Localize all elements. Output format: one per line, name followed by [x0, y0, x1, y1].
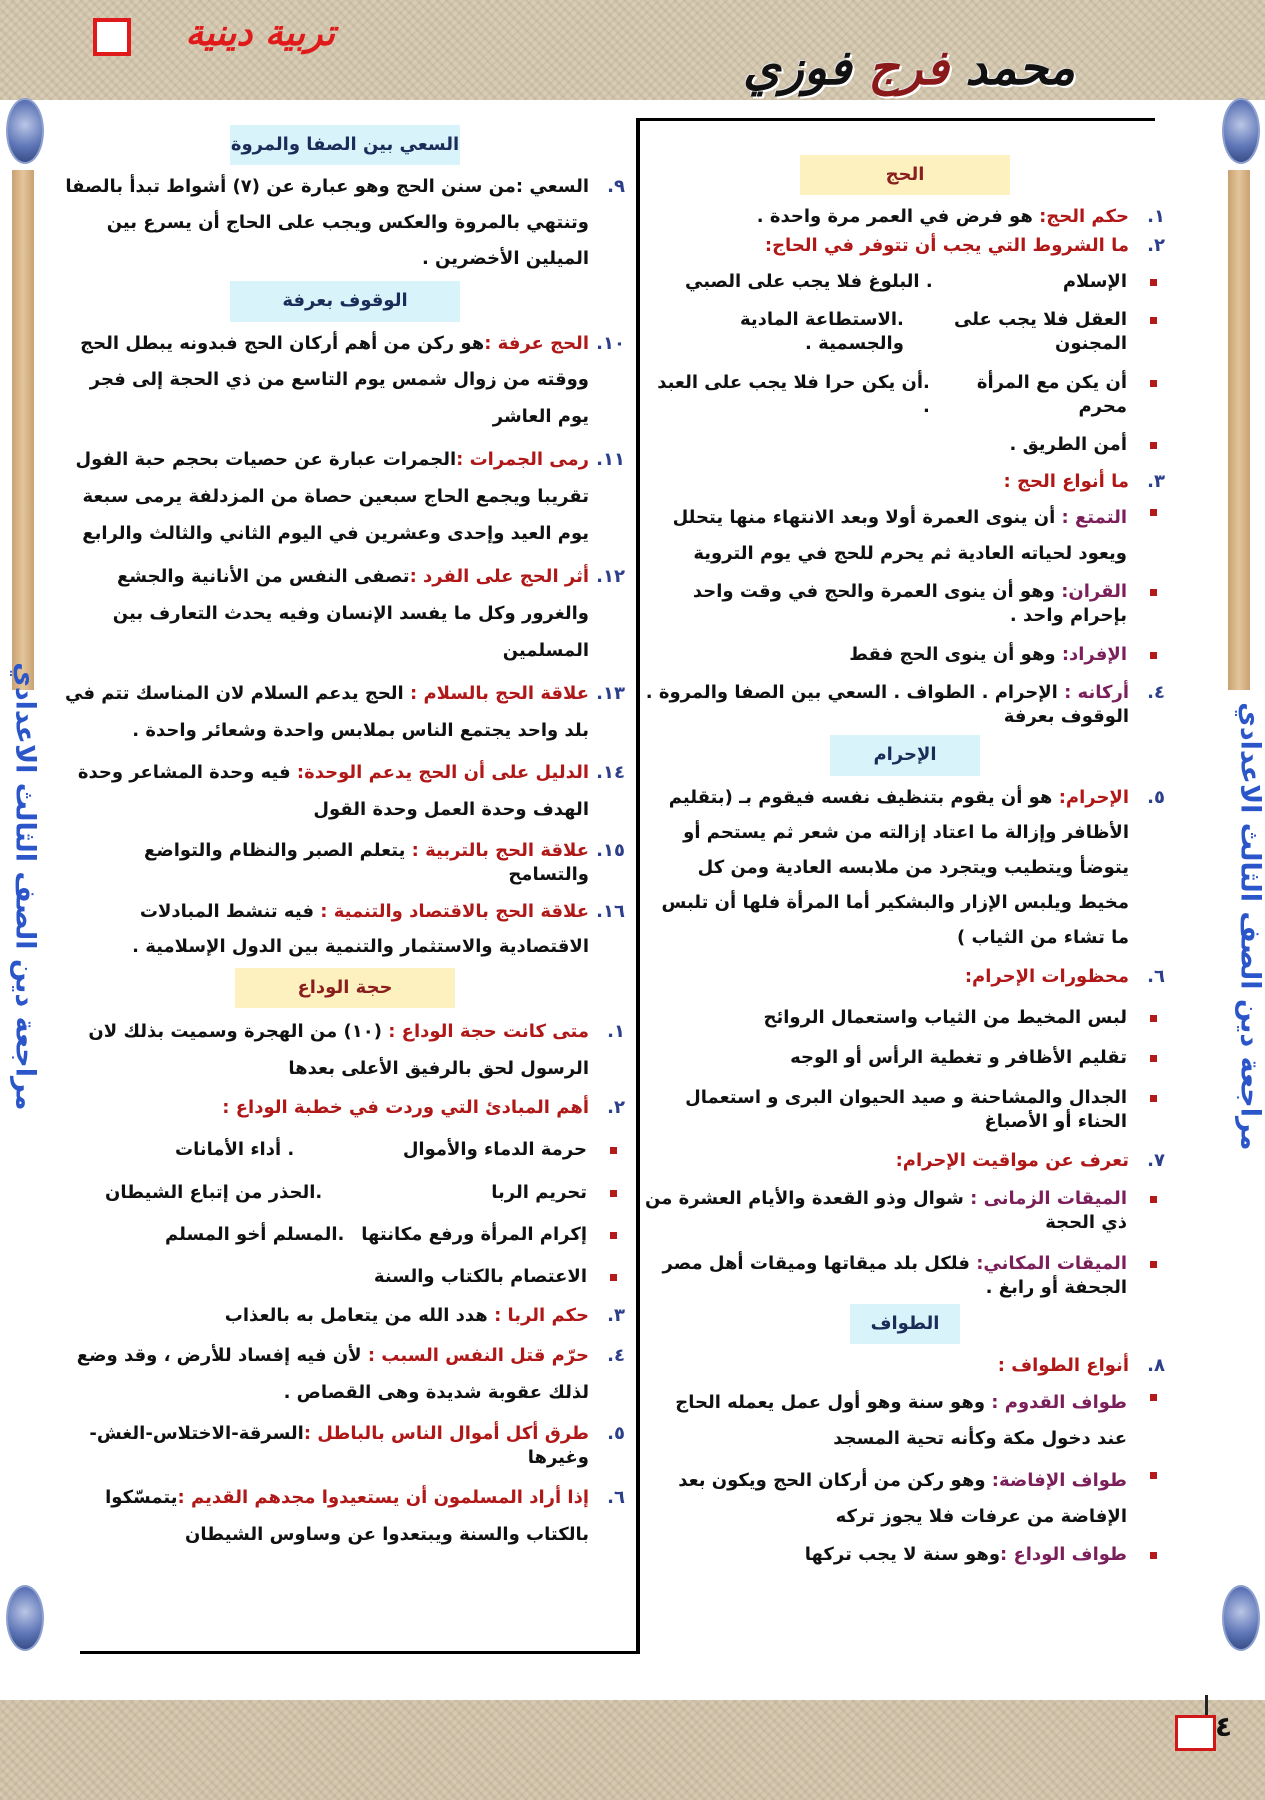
item-text: يتعلم الصبر والنظام والتواضع والتسامح — [144, 840, 589, 886]
list-item — [645, 1149, 1165, 1173]
bullet-text: العقل فلا يجب على المجنون — [953, 309, 1127, 355]
bullet-item — [65, 1181, 625, 1205]
item-key: علاقة الحج بالاقتصاد والتنمية : — [320, 900, 589, 922]
left-column — [65, 125, 625, 1558]
right-column — [645, 125, 1165, 1571]
item-key: أنواع الطواف : — [997, 1355, 1129, 1377]
left-side-strip — [12, 170, 34, 690]
author-first-name: محمد — [965, 40, 1075, 96]
item-number: ٩. — [607, 176, 625, 198]
bullet-text: .الاستطاعة المادية والجسمية . — [739, 309, 904, 355]
list-item — [65, 1338, 625, 1412]
item-number: ٤. — [1147, 681, 1165, 703]
item-key: الدليل على أن الحج يدعم الوحدة: — [296, 762, 589, 784]
item-text: السرقة-الاختلاس-الغش-وغيرها — [89, 1422, 589, 1468]
item-key: حكم الحج: — [1039, 206, 1129, 228]
item-key: الحج عرفة : — [484, 332, 589, 354]
bullet-text: .المسلم أخو المسلم — [165, 1223, 345, 1245]
bullet-key: الإفراد: — [1061, 643, 1127, 665]
item-key: الإحرام: — [1058, 786, 1129, 808]
item-text: تصفى النفس من الأنانية والجشع والغرور وكل ما يفسد الإنسان وفيه يحدث التعارف بين المسلمين — [112, 565, 589, 661]
bullet-text: . أداء الأمانات — [175, 1139, 295, 1161]
right-side-label: مراجعة دين الصف الثالث الاعدادي — [1234, 702, 1265, 1151]
list-item — [65, 442, 625, 553]
bullet-item — [645, 1086, 1165, 1135]
list-item — [645, 234, 1165, 258]
list-item — [65, 1480, 625, 1554]
page-number-box — [1175, 1715, 1216, 1751]
item-text: هو ركن من أهم أركان الحج فبدونه يبطل الحج ووقته من زوال شمس يوم التاسع من ذي الحجة إلى فجر يوم العاشر — [80, 332, 589, 428]
item-number: ١. — [1147, 206, 1165, 228]
bullet-text: وهو أن ينوى العمرة والحج في وقت واحد بإحرام واحد . — [692, 580, 1127, 627]
item-key: حرّم قتل النفس السبب : — [367, 1344, 589, 1366]
subject-box — [93, 18, 131, 56]
item-key: ما الشروط التي يجب أن تتوفر في الحاج: — [764, 234, 1129, 256]
item-key: أثر الحج على الفرد : — [409, 565, 589, 587]
bullet-text: الجدال والمشاحنة و صيد الحيوان البرى و استعمال الحناء أو الأصباغ — [685, 1087, 1127, 1133]
list-item — [65, 894, 625, 964]
item-key: طرق أكل أموال الناس بالباطل : — [303, 1422, 589, 1444]
bullet-item — [645, 500, 1165, 572]
bullet-item — [645, 270, 1165, 294]
right-bottom-ornament — [1222, 1585, 1260, 1651]
bullet-item — [645, 371, 1165, 420]
item-text: فيه وحدة المشاعر وحدة الهدف وحدة العمل وحدة القول — [77, 762, 589, 821]
list-item — [65, 1304, 625, 1328]
bullet-text: . البلوغ فلا يجب على الصبي — [685, 270, 933, 292]
bullet-item — [645, 1252, 1165, 1301]
item-key: أركانه : — [1064, 681, 1129, 703]
item-key: متى كانت حجة الوداع : — [388, 1021, 589, 1043]
item-text: الجمرات عبارة عن حصيات بحجم حبة الفول تقريبا ويجمع الحاج سبعين حصاة من المزدلفة يرمى سبعة يوم العيد وإحدى وعشرين في اليوم الثاني والثالث والرابع — [75, 449, 589, 545]
item-key: إذا أراد المسلمون أن يستعيدوا مجدهم القديم : — [177, 1487, 589, 1509]
list-item — [645, 681, 1165, 730]
bullet-text: الإسلام — [1062, 270, 1127, 292]
bullet-text: .الحذر من إتباع الشيطان — [105, 1181, 323, 1203]
list-item — [65, 1096, 625, 1120]
item-text: (١٠) من الهجرة وسميت بذلك لان الرسول لحق بالرفيق الأعلى بعدها — [88, 1021, 589, 1080]
item-number: ٦. — [607, 1487, 625, 1509]
item-number: ٢. — [607, 1097, 625, 1119]
item-key: حكم الربا : — [494, 1304, 589, 1326]
bullet-text: لبس المخيط من الثياب واستعمال الروائح — [763, 1006, 1127, 1028]
bullet-key: التمتع : — [1061, 506, 1127, 528]
bullet-key: طواف الإفاضة: — [991, 1469, 1127, 1491]
bullet-text: أن يكن مع المرأة محرم — [976, 371, 1127, 418]
item-number: ١٥. — [596, 840, 625, 862]
bullet-item — [645, 643, 1165, 667]
footer-texture — [0, 1700, 1265, 1800]
top-rule — [640, 118, 1155, 121]
left-side-label: مراجعة دين الصف الثالث الاعدادي — [9, 662, 41, 1111]
bullet-key: الميقات المكاني: — [976, 1252, 1127, 1274]
list-item — [65, 1422, 625, 1471]
bullet-text: وهو ركن من أركان الحج ويكون بعد الإفاضة من عرفات فلا يجوز تركه — [678, 1469, 1127, 1527]
item-number: ١. — [607, 1021, 625, 1043]
item-text: يتمسّكوا بالكتاب والسنة ويبتعدوا عن وساوس الشيطان — [105, 1487, 589, 1546]
bullet-text: أن ينوى العمرة أولا وبعد الانتهاء منها يتحلل ويعود لحياته العادية ثم يحرم للحج في يوم التروية — [672, 506, 1127, 564]
bullet-text: شوال وذو القعدة والأيام العشرة من ذي الحجة — [645, 1188, 1127, 1234]
section-heading-tawaf: الطواف — [850, 1304, 960, 1344]
item-number: ١٠. — [596, 332, 625, 354]
bullet-key: طواف الوداع : — [1000, 1543, 1127, 1565]
item-key: علاقة الحج بالسلام : — [410, 682, 589, 704]
item-number: ١٢. — [596, 565, 625, 587]
list-item — [65, 559, 625, 670]
bullet-text: تحريم الربا — [491, 1181, 587, 1203]
right-top-ornament — [1222, 98, 1260, 164]
bullet-item — [645, 580, 1165, 629]
right-side-strip — [1228, 170, 1250, 690]
list-item — [65, 839, 625, 888]
bullet-item — [645, 1385, 1165, 1457]
bullet-item — [65, 1223, 625, 1247]
item-number: ٦. — [1147, 966, 1165, 988]
item-number: ١٣. — [596, 682, 625, 704]
item-number: ١٦. — [596, 900, 625, 922]
item-text: هو فرض في العمر مرة واحدة . — [756, 206, 1040, 228]
bullet-item — [645, 308, 1165, 357]
bullet-text: وهو أن ينوى الحج فقط — [849, 643, 1062, 665]
list-item — [65, 755, 625, 829]
bullet-key: القران: — [1061, 580, 1127, 602]
list-item — [65, 676, 625, 750]
bullet-text: فلكل بلد ميقاتها وميقات أهل مصر الجحفة أو رابغ . — [662, 1252, 1127, 1298]
bullet-text: وهو سنة لا يجب تركها — [804, 1543, 1001, 1565]
list-item — [645, 780, 1165, 955]
bullet-item — [645, 1543, 1165, 1567]
bottom-rule — [80, 1651, 640, 1654]
author-last-name: فوزي — [743, 40, 852, 96]
bullet-item — [645, 433, 1165, 457]
list-item — [65, 169, 625, 277]
item-text: لأن فيه إفساد للأرض ، وقد وضع لذلك عقوبة شديدة وهى القصاص . — [76, 1344, 589, 1403]
bullet-text: الاعتصام بالكتاب والسنة — [373, 1266, 587, 1288]
author-middle-name: فرج — [868, 40, 949, 96]
bullet-item — [645, 1463, 1165, 1535]
item-number: ٣. — [607, 1304, 625, 1326]
list-item — [645, 1354, 1165, 1378]
section-heading-sai: السعي بين الصفا والمروة — [230, 125, 460, 165]
item-key: أهم المبادئ التي وردت في خطبة الوداع : — [222, 1097, 589, 1119]
item-number: ٣. — [1147, 470, 1165, 492]
item-text: السعي :من سنن الحج وهو عبارة عن (٧) أشواط تبدأ بالصفا وتنتهي بالمروة والعكس ويجب على الحاج أن يسرع بين الميلين الأخضرين . — [65, 176, 589, 270]
section-heading-hajj: الحج — [800, 155, 1010, 195]
list-item — [645, 965, 1165, 989]
bullet-item — [65, 1138, 625, 1162]
item-text: هو أن يقوم بتنظيف نفسه فيقوم بـ (بتقليم الأظافر وإزالة ما اعتاد إزالته من شعر ثم يستحم أو يتوضأ ويتطيب ويتجرد من ملابسه العادية ومن كل مخيط ويلبس الإزار والبشكير أما المرأة فلها أن تلبس ما تشاء من الثياب ) — [661, 786, 1129, 949]
bullet-text: حرمة الدماء والأموال — [402, 1139, 587, 1161]
bullet-key: الميقات الزمانى : — [970, 1188, 1127, 1209]
item-number: ٨. — [1147, 1355, 1165, 1377]
column-divider — [636, 118, 640, 1653]
page-number: ٤ — [1215, 1710, 1233, 1743]
section-heading-ihram: الإحرام — [830, 735, 980, 775]
item-key: رمى الجمرات : — [456, 449, 589, 471]
item-key: علاقة الحج بالتربية : — [411, 840, 589, 862]
bullet-item — [65, 1265, 625, 1289]
item-number: ١١. — [596, 449, 625, 471]
bullet-text: .أن يكن حرا فلا يجب على العبد . — [657, 371, 930, 418]
bullet-text: وهو سنة وهو أول عمل يعمله الحاج عند دخول مكة وكأنه تحية المسجد — [675, 1391, 1127, 1449]
bullet-text: أمن الطريق . — [1009, 434, 1127, 456]
list-item — [645, 470, 1165, 494]
item-text: فيه تنشط المبادلات الاقتصادية والاستثمار والتنمية بين الدول الإسلامية . — [132, 900, 589, 957]
item-key: محظورات الإحرام: — [964, 966, 1129, 988]
item-number: ٤. — [607, 1344, 625, 1366]
bullet-key: طواف القدوم : — [991, 1391, 1127, 1413]
subject-title: تربية دينية — [185, 12, 335, 54]
author-name — [655, 40, 1075, 110]
bullet-text: إكرام المرأة ورفع مكانتها — [361, 1223, 587, 1245]
section-heading-arafa: الوقوف بعرفة — [230, 281, 460, 321]
bullet-item — [645, 1187, 1165, 1236]
item-number: ٢. — [1147, 234, 1165, 256]
item-number: ١٤. — [596, 762, 625, 784]
item-text: هدد الله من يتعامل به بالعذاب — [224, 1304, 495, 1326]
left-top-ornament — [6, 98, 44, 164]
list-item — [645, 205, 1165, 229]
bullet-item — [645, 1046, 1165, 1070]
bullet-item — [645, 1006, 1165, 1030]
item-text: الإحرام . الطواف . السعي بين الصفا والمروة . الوقوف بعرفة — [645, 681, 1129, 728]
item-number: ٥. — [607, 1422, 625, 1444]
list-item — [65, 326, 625, 437]
section-heading-wada: حجة الوداع — [235, 968, 455, 1008]
list-item — [65, 1014, 625, 1088]
bullet-text: تقليم الأظافر و تغطية الرأس أو الوجه — [790, 1046, 1127, 1068]
item-key: ما أنواع الحج : — [1003, 470, 1129, 492]
item-number: ٥. — [1147, 786, 1165, 808]
item-key: تعرف عن مواقيت الإحرام: — [895, 1149, 1129, 1171]
item-number: ٧. — [1147, 1149, 1165, 1171]
item-text: الحج يدعم السلام لان المناسك تتم في بلد واحد يجتمع الناس بملابس واحدة وشعائر واحدة . — [65, 682, 589, 741]
left-bottom-ornament — [6, 1585, 44, 1651]
